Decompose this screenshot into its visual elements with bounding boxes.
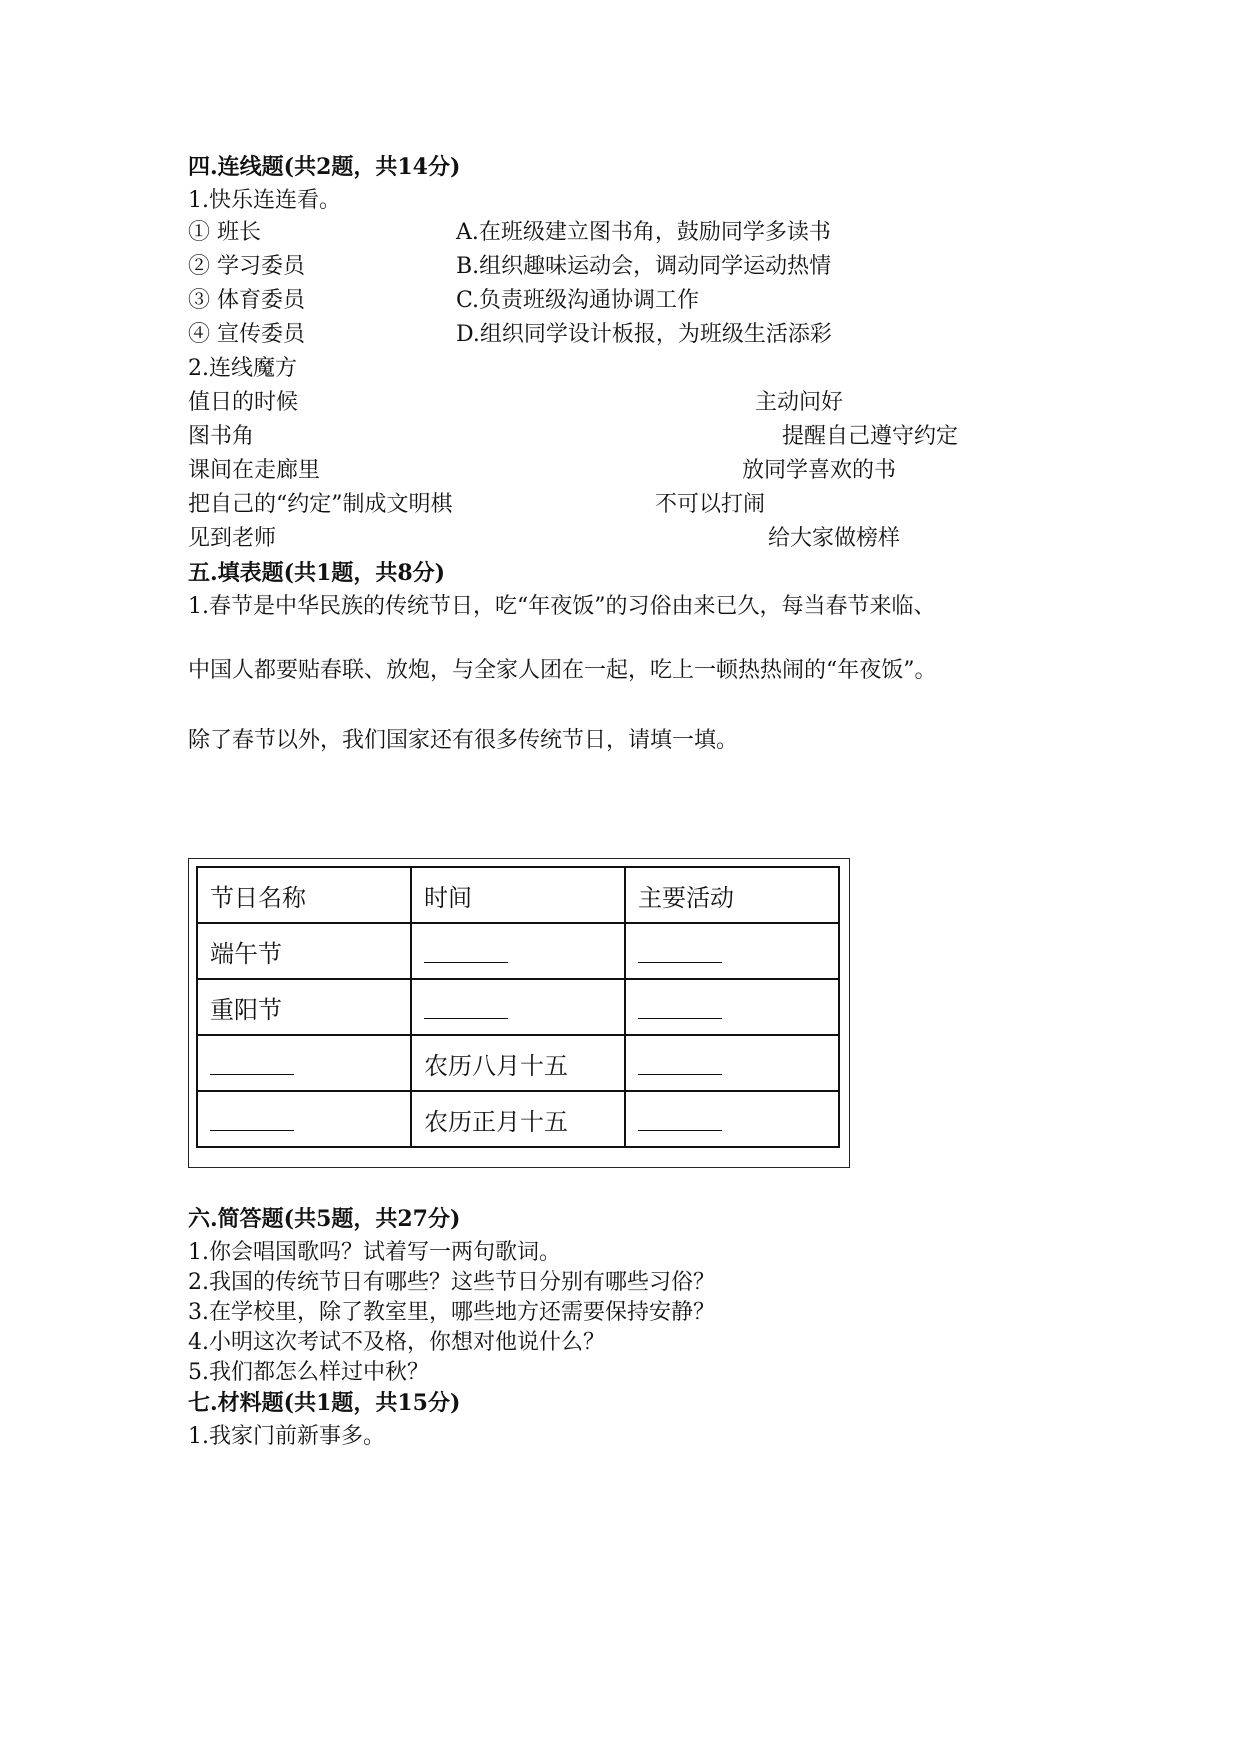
header-cell: 节日名称	[197, 867, 411, 923]
q7-question: 1.我家门前新事多。	[188, 1424, 385, 1449]
answer-blank[interactable]	[638, 1056, 722, 1075]
blank-cell[interactable]	[411, 923, 625, 979]
table-header-row	[197, 867, 839, 923]
blank-cell[interactable]	[197, 1035, 411, 1091]
q4-2-left-item: 见到老师	[188, 526, 277, 551]
answer-blank[interactable]	[210, 1112, 294, 1131]
table-row	[197, 1091, 839, 1147]
festival-date-cell: 农历八月十五	[411, 1035, 625, 1091]
q4-1-left-item: ③ 体育委员	[188, 288, 305, 313]
answer-blank[interactable]	[638, 1000, 722, 1019]
answer-blank[interactable]	[638, 944, 722, 963]
q4-2-left-item: 值日的时候	[188, 390, 299, 415]
q6-question: 1.你会唱国歌吗？试着写一两句歌词。	[188, 1240, 561, 1265]
blank-cell[interactable]	[197, 1091, 411, 1147]
q4-1-right-item: A.在班级建立图书角，鼓励同学多读书	[456, 220, 831, 245]
q4-1-right-item: B.组织趣味运动会，调动同学运动热情	[456, 254, 832, 279]
festival-date-cell: 农历正月十五	[411, 1091, 625, 1147]
q4-2-right-item: 放同学喜欢的书	[742, 458, 897, 483]
blank-cell[interactable]	[411, 979, 625, 1035]
q4-1-left-item: ② 学习委员	[188, 254, 305, 279]
q4-1-left-item: ④ 宣传委员	[188, 322, 305, 347]
q6-question: 3.在学校里，除了教室里，哪些地方还需要保持安静？	[188, 1300, 715, 1325]
festival-name-cell: 重阳节	[197, 979, 411, 1035]
q4-2-right-item: 主动问好	[755, 390, 844, 415]
q4-2-right-item: 给大家做榜样	[768, 526, 901, 551]
q4-2-stem: 2.连线魔方	[188, 356, 297, 381]
section-7-title: 七.材料题(共1题，共15分)	[188, 1390, 461, 1416]
table-row	[197, 979, 839, 1035]
section-5-title: 五.填表题(共1题，共8分)	[188, 560, 446, 586]
table-row	[197, 1035, 839, 1091]
q4-2-right-item: 提醒自己遵守约定	[782, 424, 959, 449]
q4-2-left-item: 图书角	[188, 424, 255, 449]
q4-1-stem: 1.快乐连连看。	[188, 188, 341, 213]
q4-1-right-item: D.组织同学设计板报，为班级生活添彩	[456, 322, 832, 347]
table-row	[197, 923, 839, 979]
q4-2-right-item: 不可以打闹	[655, 492, 766, 517]
q5-paragraph-line: 1.春节是中华民族的传统节日，吃“年夜饭”的习俗由来已久，每当春节来临、	[188, 594, 936, 619]
section-6-title: 六.简答题(共5题，共27分)	[188, 1206, 461, 1232]
header-cell: 时间	[411, 867, 625, 923]
answer-blank[interactable]	[424, 1000, 508, 1019]
blank-cell[interactable]	[625, 1091, 839, 1147]
blank-cell[interactable]	[625, 979, 839, 1035]
header-cell: 主要活动	[625, 867, 839, 923]
q5-paragraph-line: 中国人都要贴春联、放炮，与全家人团在一起，吃上一顿热热闹的“年夜饭”。	[188, 658, 937, 683]
section-4-title: 四.连线题(共2题，共14分)	[188, 154, 461, 180]
q5-paragraph-line: 除了春节以外，我们国家还有很多传统节日，请填一填。	[188, 728, 739, 753]
q4-2-left-item: 课间在走廊里	[188, 458, 321, 483]
answer-blank[interactable]	[638, 1112, 722, 1131]
answer-blank[interactable]	[424, 944, 508, 963]
blank-cell[interactable]	[625, 923, 839, 979]
answer-blank[interactable]	[210, 1056, 294, 1075]
q6-question: 2.我国的传统节日有哪些？这些节日分别有哪些习俗？	[188, 1270, 715, 1295]
q4-1-left-item: ① 班长	[188, 220, 261, 245]
q4-1-right-item: C.负责班级沟通协调工作	[456, 288, 700, 313]
blank-cell[interactable]	[625, 1035, 839, 1091]
festival-table	[196, 866, 840, 1148]
q4-2-left-item: 把自己的“约定”制成文明棋	[188, 492, 453, 517]
q6-question: 5.我们都怎么样过中秋？	[188, 1360, 429, 1385]
q6-question: 4.小明这次考试不及格，你想对他说什么？	[188, 1330, 605, 1355]
festival-name-cell: 端午节	[197, 923, 411, 979]
